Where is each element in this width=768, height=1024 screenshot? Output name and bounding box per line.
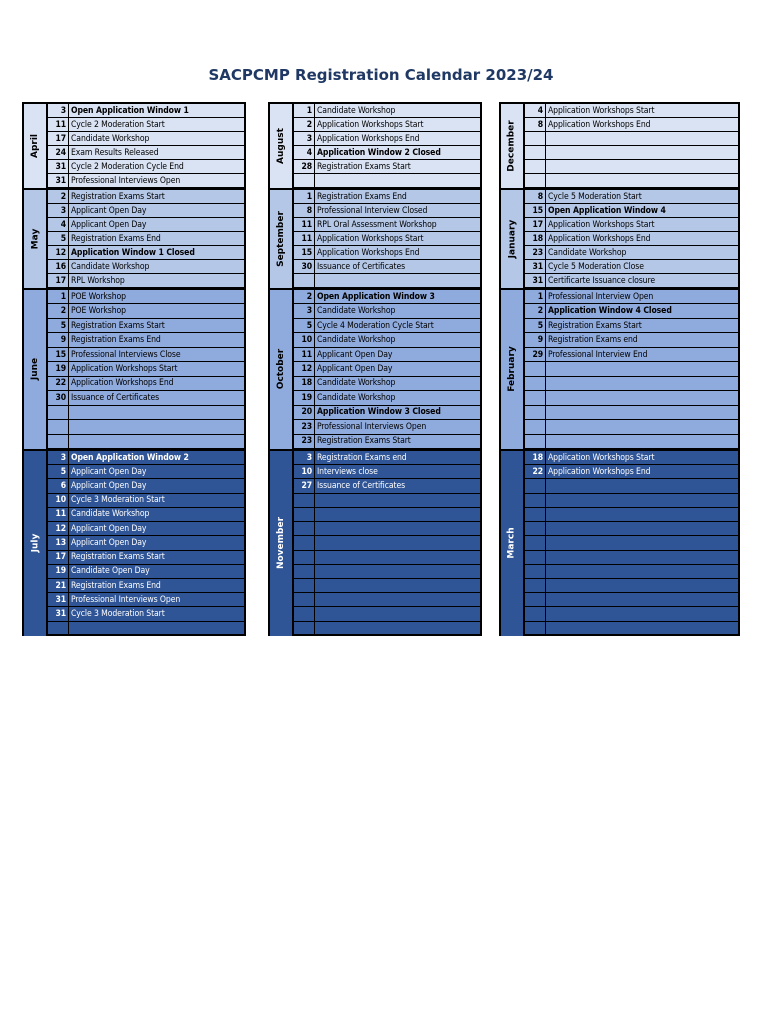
event-day: 18 xyxy=(294,377,314,391)
month-name: June xyxy=(30,358,40,381)
month-block xyxy=(22,102,246,188)
event-day: 27 xyxy=(294,479,314,493)
event-description: Applicant Open Day xyxy=(69,465,244,479)
event-day: 8 xyxy=(525,118,545,132)
event-description: Cycle 4 Moderation Cycle Start xyxy=(315,319,480,333)
event-description: RPL Workshop xyxy=(69,274,244,288)
event-description xyxy=(315,508,480,522)
day-column xyxy=(292,188,314,288)
event-day xyxy=(525,565,545,579)
day-column xyxy=(46,102,68,188)
event-description xyxy=(315,593,480,607)
event-column xyxy=(314,188,482,288)
month-name: November xyxy=(276,517,286,570)
event-day xyxy=(48,622,68,636)
event-day: 5 xyxy=(294,319,314,333)
event-day: 15 xyxy=(294,246,314,260)
event-description: Cycle 2 Moderation Cycle End xyxy=(69,160,244,174)
event-day: 1 xyxy=(294,104,314,118)
event-description: Candidate Workshop xyxy=(69,132,244,146)
month-label xyxy=(268,188,292,288)
event-day: 24 xyxy=(48,146,68,160)
event-column xyxy=(314,449,482,636)
event-description xyxy=(69,435,244,449)
event-day: 2 xyxy=(294,290,314,304)
event-day: 15 xyxy=(48,348,68,362)
event-description: Application Workshops End xyxy=(69,377,244,391)
event-description: Registration Exams Start xyxy=(69,319,244,333)
month-name: May xyxy=(30,228,40,250)
event-description: Registration Exams end xyxy=(315,451,480,465)
event-column xyxy=(314,288,482,449)
event-description: Professional Interview Closed xyxy=(315,204,480,218)
event-description: Open Application Window 4 xyxy=(546,204,738,218)
event-description xyxy=(315,565,480,579)
event-description: Professional Interviews Open xyxy=(69,593,244,607)
event-day: 12 xyxy=(48,522,68,536)
event-description: Registration Exams End xyxy=(69,579,244,593)
event-description xyxy=(546,522,738,536)
event-description: Application Workshops Start xyxy=(546,451,738,465)
event-description: Candidate Workshop xyxy=(546,246,738,260)
event-description: Candidate Workshop xyxy=(69,260,244,274)
event-day xyxy=(294,522,314,536)
event-description: Applicant Open Day xyxy=(69,536,244,550)
event-description: POE Workshop xyxy=(69,290,244,304)
event-day: 2 xyxy=(48,304,68,318)
event-day: 5 xyxy=(48,232,68,246)
event-day: 11 xyxy=(294,218,314,232)
event-day xyxy=(294,508,314,522)
event-day: 11 xyxy=(294,348,314,362)
event-description: Cycle 5 Moderation Close xyxy=(546,260,738,274)
event-day xyxy=(294,551,314,565)
day-column xyxy=(523,102,545,188)
month-block xyxy=(268,102,482,188)
month-label xyxy=(499,449,523,636)
event-description: Application Window 2 Closed xyxy=(315,146,480,160)
month-name: February xyxy=(507,346,517,393)
event-description: POE Workshop xyxy=(69,304,244,318)
event-description: Registration Exams End xyxy=(69,333,244,347)
event-day: 31 xyxy=(48,174,68,188)
event-description: Applicant Open Day xyxy=(69,218,244,232)
month-block xyxy=(22,449,246,636)
event-column xyxy=(314,102,482,188)
month-block xyxy=(268,188,482,288)
event-day xyxy=(525,406,545,420)
event-description xyxy=(546,565,738,579)
event-day: 3 xyxy=(294,451,314,465)
event-day xyxy=(48,435,68,449)
event-description: Application Window 1 Closed xyxy=(69,246,244,260)
month-name: September xyxy=(276,211,286,267)
event-day xyxy=(525,522,545,536)
month-name: October xyxy=(276,349,286,390)
calendar-column xyxy=(268,102,482,636)
event-day: 11 xyxy=(48,508,68,522)
event-description xyxy=(546,391,738,405)
event-day: 17 xyxy=(525,218,545,232)
month-name: April xyxy=(30,133,40,159)
calendar-column xyxy=(499,102,740,636)
month-label xyxy=(22,188,46,288)
event-description: Exam Results Released xyxy=(69,146,244,160)
event-description: Open Application Window 1 xyxy=(69,104,244,118)
event-description: Application Window 4 Closed xyxy=(546,304,738,318)
month-name: December xyxy=(507,120,518,172)
event-description xyxy=(546,551,738,565)
event-day: 4 xyxy=(294,146,314,160)
event-day: 11 xyxy=(48,118,68,132)
event-description: Professional Interviews Close xyxy=(69,348,244,362)
event-day: 3 xyxy=(294,132,314,146)
event-description xyxy=(546,536,738,550)
event-day: 16 xyxy=(48,260,68,274)
event-day: 8 xyxy=(294,204,314,218)
event-description: Professional Interviews Open xyxy=(69,174,244,188)
event-column xyxy=(68,288,246,449)
event-day xyxy=(525,391,545,405)
event-day: 10 xyxy=(294,465,314,479)
event-day: 31 xyxy=(525,274,545,288)
event-description: Registration Exams End xyxy=(315,190,480,204)
event-description: Applicant Open Day xyxy=(315,362,480,376)
event-description xyxy=(315,174,480,188)
event-description: Applicant Open Day xyxy=(69,204,244,218)
event-description xyxy=(546,174,738,188)
event-description: Registration Exams end xyxy=(546,333,738,347)
event-description xyxy=(546,508,738,522)
event-description: Issuance of Certificates xyxy=(69,391,244,405)
event-day: 2 xyxy=(525,304,545,318)
day-column xyxy=(46,188,68,288)
event-description: Application Workshops Start xyxy=(546,104,738,118)
event-description: Cycle 2 Moderation Start xyxy=(69,118,244,132)
event-day xyxy=(525,593,545,607)
event-day xyxy=(294,607,314,621)
event-day: 22 xyxy=(48,377,68,391)
event-day: 3 xyxy=(48,104,68,118)
event-description: Issuance of Certificates xyxy=(315,260,480,274)
event-description: Applicant Open Day xyxy=(69,479,244,493)
month-label xyxy=(22,449,46,636)
event-description xyxy=(315,607,480,621)
month-name: January xyxy=(507,219,517,259)
event-day: 13 xyxy=(48,536,68,550)
event-column xyxy=(68,449,246,636)
event-description xyxy=(546,479,738,493)
event-day xyxy=(294,274,314,288)
event-description: Application Workshops End xyxy=(315,246,480,260)
month-name: July xyxy=(30,534,40,553)
event-day: 21 xyxy=(48,579,68,593)
event-day: 4 xyxy=(525,104,545,118)
event-day: 1 xyxy=(48,290,68,304)
event-description: Candidate Workshop xyxy=(315,104,480,118)
event-description xyxy=(69,622,244,636)
event-day xyxy=(525,579,545,593)
event-day: 29 xyxy=(525,348,545,362)
event-description: Issuance of Certificates xyxy=(315,479,480,493)
event-day: 31 xyxy=(48,160,68,174)
event-day xyxy=(294,579,314,593)
event-column xyxy=(545,288,740,449)
event-description: Application Workshops End xyxy=(546,465,738,479)
event-day: 10 xyxy=(48,494,68,508)
event-description: Candidate Workshop xyxy=(315,333,480,347)
event-day: 9 xyxy=(48,333,68,347)
month-label xyxy=(22,102,46,188)
month-block xyxy=(268,288,482,449)
month-block xyxy=(22,288,246,449)
event-description xyxy=(69,420,244,434)
event-day: 30 xyxy=(294,260,314,274)
event-day: 30 xyxy=(48,391,68,405)
event-description xyxy=(546,622,738,636)
event-description: Open Application Window 2 xyxy=(69,451,244,465)
event-description: Professional Interviews Open xyxy=(315,420,480,434)
event-day xyxy=(525,607,545,621)
event-column xyxy=(545,188,740,288)
event-description: Registration Exams Start xyxy=(546,319,738,333)
month-label xyxy=(268,449,292,636)
event-description: Application Workshops Start xyxy=(546,218,738,232)
event-description: Application Workshops Start xyxy=(315,118,480,132)
month-label xyxy=(268,288,292,449)
event-day: 5 xyxy=(48,465,68,479)
event-day: 12 xyxy=(48,246,68,260)
event-description: RPL Oral Assessment Workshop xyxy=(315,218,480,232)
event-description: Registration Exams Start xyxy=(315,160,480,174)
day-column xyxy=(292,102,314,188)
event-column xyxy=(545,102,740,188)
event-day xyxy=(525,362,545,376)
event-day xyxy=(294,536,314,550)
event-day: 19 xyxy=(48,565,68,579)
event-description: Open Application Window 3 xyxy=(315,290,480,304)
month-label xyxy=(22,288,46,449)
month-label xyxy=(499,288,523,449)
event-day: 9 xyxy=(525,333,545,347)
event-description xyxy=(546,132,738,146)
event-day: 2 xyxy=(294,118,314,132)
month-name: March xyxy=(507,527,517,560)
event-day xyxy=(525,132,545,146)
month-block xyxy=(499,102,740,188)
event-column xyxy=(545,449,740,636)
event-description xyxy=(315,274,480,288)
event-description: Candidate Workshop xyxy=(315,391,480,405)
event-description xyxy=(315,579,480,593)
calendar-column xyxy=(22,102,246,636)
event-description: Cycle 3 Moderation Start xyxy=(69,494,244,508)
event-day: 20 xyxy=(294,406,314,420)
event-day xyxy=(525,146,545,160)
event-description: Certificarte Issuance closure xyxy=(546,274,738,288)
event-day xyxy=(525,435,545,449)
event-day: 17 xyxy=(48,551,68,565)
event-description: Application Workshops Start xyxy=(315,232,480,246)
event-day: 19 xyxy=(48,362,68,376)
event-day: 17 xyxy=(48,132,68,146)
day-column xyxy=(46,288,68,449)
month-label xyxy=(499,102,523,188)
event-day: 22 xyxy=(525,465,545,479)
event-description xyxy=(546,579,738,593)
event-description xyxy=(546,494,738,508)
event-day xyxy=(525,508,545,522)
event-description xyxy=(315,536,480,550)
event-description: Registration Exams Start xyxy=(315,435,480,449)
event-description: Registration Exams Start xyxy=(69,190,244,204)
event-day xyxy=(294,593,314,607)
month-block xyxy=(22,188,246,288)
event-description xyxy=(546,406,738,420)
event-day: 4 xyxy=(48,218,68,232)
event-day: 18 xyxy=(525,451,545,465)
event-day: 3 xyxy=(48,451,68,465)
event-day: 6 xyxy=(48,479,68,493)
event-description: Cycle 3 Moderation Start xyxy=(69,607,244,621)
event-day: 23 xyxy=(294,435,314,449)
event-day: 3 xyxy=(48,204,68,218)
event-day: 3 xyxy=(294,304,314,318)
event-day: 31 xyxy=(48,607,68,621)
month-name: August xyxy=(276,128,287,164)
event-description xyxy=(69,406,244,420)
event-day: 8 xyxy=(525,190,545,204)
page-title: SACPCMP Registration Calendar 2023/24 xyxy=(208,66,554,84)
event-description: Application Window 3 Closed xyxy=(315,406,480,420)
event-day: 2 xyxy=(48,190,68,204)
event-day: 12 xyxy=(294,362,314,376)
event-day xyxy=(525,420,545,434)
event-description: Candidate Open Day xyxy=(69,565,244,579)
event-description: Interviews close xyxy=(315,465,480,479)
event-description: Application Workshops End xyxy=(315,132,480,146)
event-day xyxy=(525,377,545,391)
event-day: 23 xyxy=(294,420,314,434)
event-day xyxy=(525,479,545,493)
event-day: 19 xyxy=(294,391,314,405)
event-description xyxy=(546,146,738,160)
event-day xyxy=(48,420,68,434)
event-description: Application Workshops End xyxy=(546,232,738,246)
event-description xyxy=(315,551,480,565)
event-description xyxy=(546,377,738,391)
event-description xyxy=(315,622,480,636)
event-day xyxy=(525,174,545,188)
event-day: 5 xyxy=(525,319,545,333)
month-label xyxy=(499,188,523,288)
month-block xyxy=(268,449,482,636)
day-column xyxy=(46,449,68,636)
event-description: Professional Interview End xyxy=(546,348,738,362)
event-description: Applicant Open Day xyxy=(69,522,244,536)
event-description: Candidate Workshop xyxy=(315,304,480,318)
event-description: Candidate Workshop xyxy=(315,377,480,391)
event-description xyxy=(546,160,738,174)
event-day xyxy=(525,536,545,550)
event-day xyxy=(294,565,314,579)
event-day: 28 xyxy=(294,160,314,174)
event-day: 1 xyxy=(294,190,314,204)
event-description: Applicant Open Day xyxy=(315,348,480,362)
event-description xyxy=(546,435,738,449)
event-day: 15 xyxy=(525,204,545,218)
event-description: Professional Interview Open xyxy=(546,290,738,304)
event-description xyxy=(546,593,738,607)
event-day: 5 xyxy=(48,319,68,333)
event-day: 23 xyxy=(525,246,545,260)
event-day: 31 xyxy=(525,260,545,274)
event-day xyxy=(294,174,314,188)
month-block xyxy=(499,188,740,288)
day-column xyxy=(292,288,314,449)
event-day xyxy=(525,551,545,565)
event-description: Registration Exams End xyxy=(69,232,244,246)
event-day: 17 xyxy=(48,274,68,288)
month-block xyxy=(499,449,740,636)
day-column xyxy=(523,188,545,288)
event-description xyxy=(546,362,738,376)
event-day xyxy=(48,406,68,420)
event-day xyxy=(294,622,314,636)
month-label xyxy=(268,102,292,188)
event-day: 10 xyxy=(294,333,314,347)
event-day: 1 xyxy=(525,290,545,304)
event-description: Application Workshops End xyxy=(546,118,738,132)
day-column xyxy=(292,449,314,636)
event-day xyxy=(525,622,545,636)
event-day: 31 xyxy=(48,593,68,607)
day-column xyxy=(523,288,545,449)
event-description: Candidate Workshop xyxy=(69,508,244,522)
event-day xyxy=(294,494,314,508)
event-description xyxy=(315,522,480,536)
day-column xyxy=(523,449,545,636)
month-block xyxy=(499,288,740,449)
event-day: 18 xyxy=(525,232,545,246)
event-description: Application Workshops Start xyxy=(69,362,244,376)
event-day: 11 xyxy=(294,232,314,246)
event-column xyxy=(68,102,246,188)
event-column xyxy=(68,188,246,288)
event-description: Registration Exams Start xyxy=(69,551,244,565)
event-day xyxy=(525,160,545,174)
event-description xyxy=(546,420,738,434)
event-description xyxy=(546,607,738,621)
event-description xyxy=(315,494,480,508)
event-day xyxy=(525,494,545,508)
event-description: Cycle 5 Moderation Start xyxy=(546,190,738,204)
